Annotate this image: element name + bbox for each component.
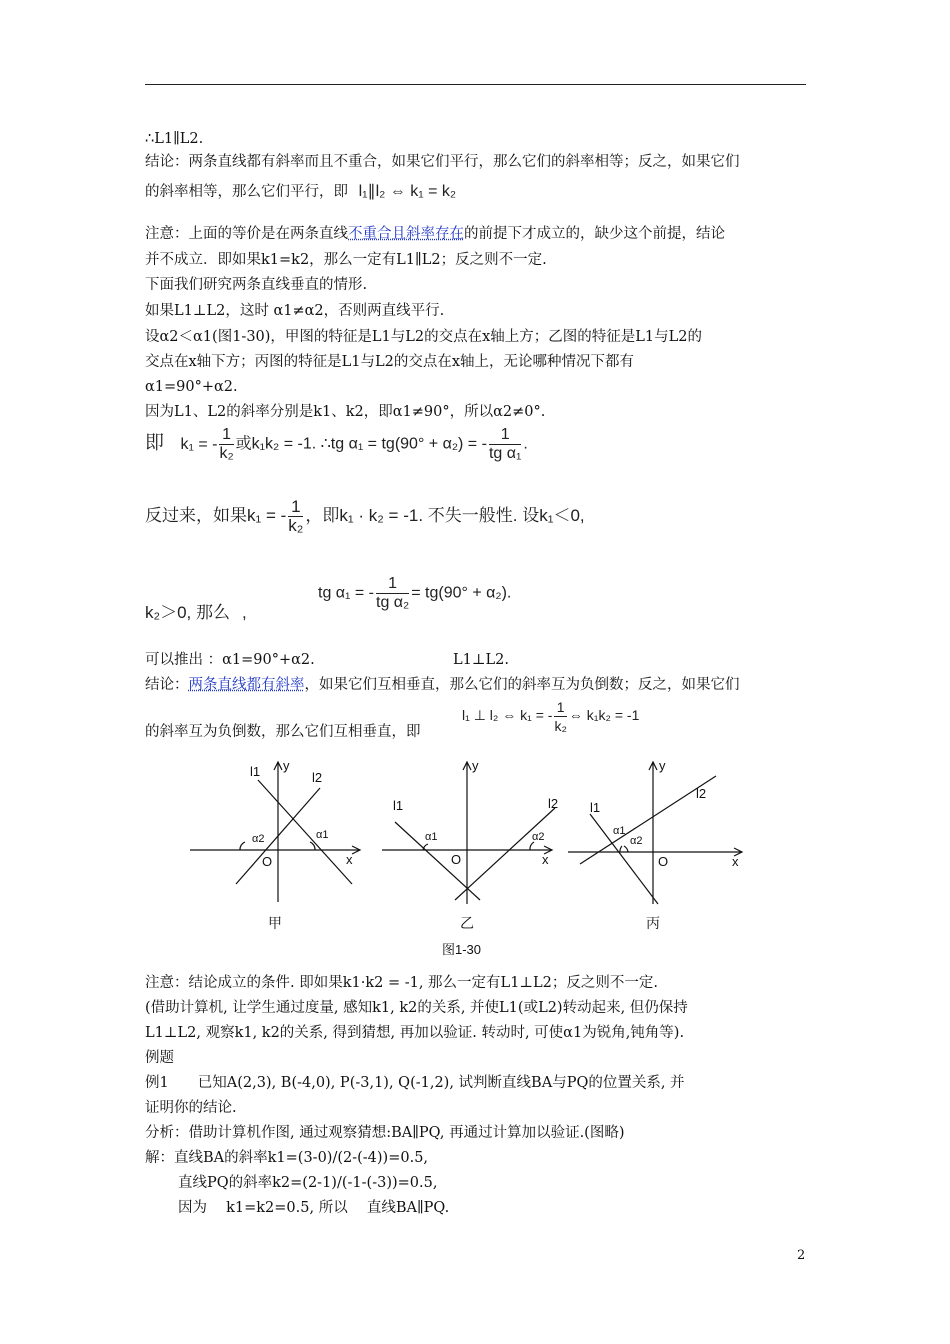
angle-a2-arc	[530, 842, 534, 850]
text-line: 分析：借助计算机作图, 通过观察猜想:BA∥PQ, 再通过计算加以验证.(图略)	[145, 1125, 625, 1141]
fraction	[489, 426, 521, 463]
formula-text: l₁ ⊥ l₂ ⇔ k₁ = -	[462, 707, 553, 724]
underlined-text: 不重合且斜率存在	[348, 226, 464, 242]
label-x: x	[732, 854, 739, 869]
label-jia: 甲	[268, 915, 282, 931]
formula-4	[462, 698, 639, 735]
text-line: 因为 k1=k2=0.5, 所以 直线BA∥PQ.	[178, 1200, 450, 1216]
fraction-numerator: 1	[489, 426, 521, 445]
text-line: 结论：两条直线都有斜率而且不重合，如果它们平行，那么它们的斜率相等；反之，如果它们	[145, 154, 740, 170]
label-l2: l2	[548, 796, 559, 811]
text-line	[145, 675, 740, 695]
fraction-numerator: 1	[219, 426, 233, 445]
text-line	[145, 224, 725, 244]
page-number: 2	[797, 1248, 806, 1263]
angle-a1-arc	[624, 846, 628, 852]
fraction	[376, 575, 409, 612]
text-span: 的前提下才成立的，缺少这个前提，结论	[464, 226, 725, 242]
label-alpha1: α1	[316, 829, 329, 841]
fraction	[219, 426, 233, 463]
text-line: L1⊥L2, 观察k1, k2的关系, 得到猜想, 再加以验证. 转动时, 可使α1为锐角,钝角等).	[145, 1025, 685, 1041]
label-alpha1: α1	[613, 825, 626, 837]
label-x: x	[542, 852, 549, 867]
label-x: x	[346, 852, 353, 867]
formula-text: tg α₁ = -	[318, 584, 374, 602]
text-line: 因为L1、L2的斜率分别是k1、k2，即α1≠90°，所以α2≠0°.	[145, 404, 546, 420]
text-line	[145, 650, 509, 670]
label-alpha1: α1	[425, 831, 438, 843]
fraction-denominator: tg α₂	[376, 594, 410, 611]
text-span: 结论：	[145, 677, 189, 693]
text-line: ∴L1∥L2.	[145, 131, 204, 147]
text-line: 直线PQ的斜率k2=(2-1)/(-1-(-3))=0.5,	[178, 1175, 438, 1191]
label-alpha2: α2	[630, 835, 643, 847]
formula-3a	[145, 598, 247, 623]
fraction-denominator: tg α₁	[488, 445, 522, 462]
label-yi: 乙	[460, 915, 474, 931]
label-y: y	[283, 758, 290, 773]
formula-text: k₂＞0, 那么	[145, 603, 230, 622]
figure-1-30	[180, 752, 760, 962]
text-line: 证明你的结论.	[145, 1100, 237, 1116]
label-l1: l1	[590, 800, 601, 815]
formula-1	[145, 426, 528, 463]
label-l2: l2	[312, 770, 323, 785]
text-span: 注意：上面的等价是在两条直线	[145, 226, 348, 242]
fraction-numerator: 1	[288, 498, 303, 517]
formula-text: ,	[242, 603, 247, 622]
fraction-denominator: k₂	[554, 718, 567, 734]
underlined-text: 两条直线都有斜率	[188, 677, 305, 693]
formula-2	[145, 498, 585, 535]
figure-caption: 图1-30	[442, 942, 482, 957]
label-origin: O	[262, 854, 273, 869]
text-line: 交点在x轴下方；丙图的特征是L1与L2的交点在x轴上，无论哪种情况下都有	[145, 354, 635, 370]
angle-a2-arc	[240, 842, 245, 850]
formula-text: k₁ = -	[180, 435, 218, 453]
fraction	[288, 498, 303, 535]
formula-text: = tg(90° + α₂).	[411, 584, 512, 602]
text-span: ，如果它们互相垂直，那么它们的斜率互为负倒数；反之，如果它们	[304, 677, 740, 693]
label-y: y	[472, 758, 479, 773]
text-line: 例1 已知A(2,3), B(-4,0), P(-3,1), Q(-1,2), 试判断直线BA与PQ的位置关系, 并	[145, 1075, 685, 1091]
text-line	[145, 182, 456, 202]
angle-a1-arc	[310, 842, 315, 850]
fraction-denominator: k₂	[219, 445, 234, 462]
fraction-numerator: 1	[376, 575, 409, 594]
label-bing: 丙	[646, 915, 660, 931]
text-span: 可以推出 ：α1=90°+α2.	[145, 652, 315, 668]
label-l1: l1	[393, 798, 404, 813]
angle-a1-arc	[423, 844, 428, 850]
formula-text: ⇔ k₁k₂ = -1	[568, 707, 640, 724]
parallel-equivalence: l₁∥l₂ ⇔ k₁ = k₂	[358, 183, 457, 200]
formula-text: ，即k₁ · k₂ = -1. 不失一般性. 设k₁＜0,	[305, 505, 585, 525]
fraction	[554, 698, 566, 735]
header-rule	[145, 84, 806, 85]
angle-a2-arc	[620, 846, 622, 852]
text-line: 设α2＜α1(图1-30)，甲图的特征是L1与L2的交点在x轴上方；乙图的特征是L1与L2的	[145, 329, 703, 345]
formula-text: 或k₁k₂ = -1. ∴tg α₁ = tg(90° + α₂) = -	[235, 435, 487, 453]
text-span: 的斜率相等，那么它们平行，即	[145, 184, 348, 200]
label-alpha2: α2	[252, 833, 265, 845]
text-line: α1=90°+α2.	[145, 379, 238, 395]
fraction-denominator: k₂	[288, 516, 304, 535]
text-line: 解：直线BA的斜率k1=(3-0)/(2-(-4))=0.5,	[145, 1150, 429, 1166]
line-l2	[455, 808, 555, 900]
label-alpha2: α2	[532, 831, 545, 843]
formula-text: .	[523, 435, 528, 453]
label-origin: O	[658, 854, 669, 869]
label-l1: l1	[250, 764, 261, 779]
formula-text: 即	[145, 431, 165, 454]
fraction-numerator: 1	[554, 698, 566, 717]
label-y: y	[659, 758, 666, 773]
text-line: 注意：结论成立的条件. 即如果k1·k2 = -1, 那么一定有L1⊥L2；反之则不一定.	[145, 975, 659, 991]
text-line: 下面我们研究两条直线垂直的情形.	[145, 277, 368, 293]
text-line: 例题	[145, 1050, 174, 1066]
text-line: 如果L1⊥L2，这时 α1≠α2，否则两直线平行.	[145, 303, 445, 319]
formula-text: 反过来，如果k₁ = -	[145, 505, 287, 525]
text-line: 并不成立．即如果k1=k2，那么一定有L1∥L2；反之则不一定.	[145, 252, 547, 268]
text-span: L1⊥L2.	[453, 652, 509, 668]
label-origin: O	[451, 852, 462, 867]
text-line: 的斜率互为负倒数，那么它们互相垂直，即	[145, 724, 421, 740]
formula-3b	[318, 575, 511, 612]
text-line: (借助计算机, 让学生通过度量, 感知k1, k2的关系, 并使L1(或L2)转动起来, 但仍保持	[145, 1000, 688, 1016]
label-l2: l2	[696, 786, 707, 801]
